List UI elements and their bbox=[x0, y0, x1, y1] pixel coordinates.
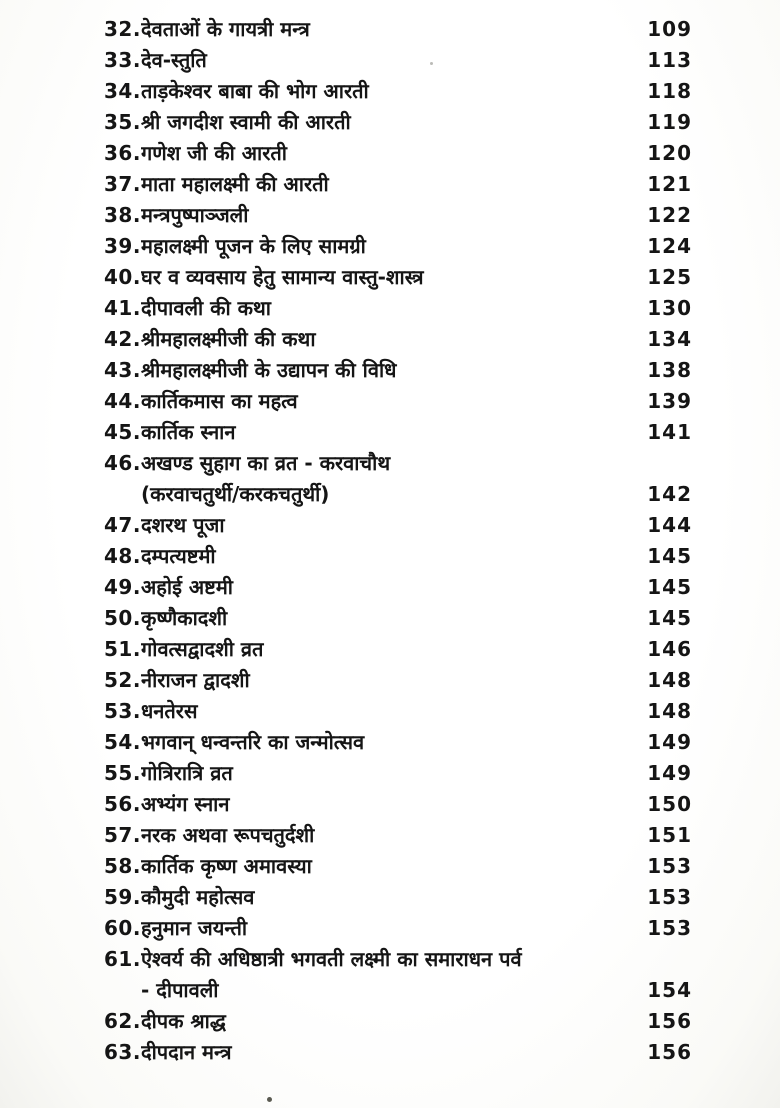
entry-title: अहोई अष्टमी bbox=[141, 575, 233, 599]
entry-title: नीराजन द्वादशी bbox=[141, 668, 250, 692]
toc-entry bbox=[104, 138, 692, 169]
scan-speck bbox=[267, 1097, 272, 1102]
entry-page-number: 138 bbox=[647, 358, 692, 382]
entry-number: 50. bbox=[104, 606, 141, 630]
entry-number: 33. bbox=[104, 48, 141, 72]
entry-title: देवताओं के गायत्री मन्त्र bbox=[141, 17, 310, 41]
entry-page-number: 121 bbox=[647, 172, 692, 196]
entry-page-number: 149 bbox=[647, 730, 692, 754]
entry-title: दीपावली की कथा bbox=[141, 296, 271, 320]
toc-entry bbox=[104, 696, 692, 727]
entry-title: माता महालक्ष्मी की आरती bbox=[141, 172, 329, 196]
entry-title-continuation: - दीपावली bbox=[141, 978, 219, 1002]
entry-number: 46. bbox=[104, 451, 141, 475]
toc-entry bbox=[104, 727, 692, 758]
toc-entry bbox=[104, 944, 692, 975]
entry-title: हनुमान जयन्ती bbox=[141, 916, 248, 940]
entry-page-number: 142 bbox=[647, 482, 692, 506]
entry-page-number: 156 bbox=[647, 1040, 692, 1064]
entry-number: 48. bbox=[104, 544, 141, 568]
toc-entry bbox=[104, 510, 692, 541]
entry-page-number: 130 bbox=[647, 296, 692, 320]
entry-number: 49. bbox=[104, 575, 141, 599]
entry-page-number: 146 bbox=[647, 637, 692, 661]
entry-page-number: 125 bbox=[647, 265, 692, 289]
toc-entry bbox=[104, 572, 692, 603]
toc-entry bbox=[104, 913, 692, 944]
entry-number: 57. bbox=[104, 823, 141, 847]
entry-page-number: 141 bbox=[647, 420, 692, 444]
entry-page-number: 118 bbox=[647, 79, 692, 103]
toc-entry bbox=[104, 541, 692, 572]
entry-page-number: 153 bbox=[647, 916, 692, 940]
toc-entry bbox=[104, 758, 692, 789]
entry-title: गणेश जी की आरती bbox=[141, 141, 287, 165]
toc-entry bbox=[104, 820, 692, 851]
entry-number: 39. bbox=[104, 234, 141, 258]
toc-entry-continuation bbox=[104, 975, 692, 1006]
toc-entry bbox=[104, 200, 692, 231]
entry-title: घर व व्यवसाय हेतु सामान्य वास्तु-शास्त्र bbox=[141, 265, 424, 289]
entry-page-number: 144 bbox=[647, 513, 692, 537]
toc-entry bbox=[104, 665, 692, 696]
toc-entry bbox=[104, 1006, 692, 1037]
entry-number: 53. bbox=[104, 699, 141, 723]
entry-number: 55. bbox=[104, 761, 141, 785]
entry-title: कार्तिक कृष्ण अमावस्या bbox=[141, 854, 312, 878]
toc-entry bbox=[104, 324, 692, 355]
entry-number: 43. bbox=[104, 358, 141, 382]
entry-title: श्रीमहालक्ष्मीजी की कथा bbox=[141, 327, 316, 351]
toc-entry bbox=[104, 789, 692, 820]
toc-entry bbox=[104, 14, 692, 45]
entry-number: 59. bbox=[104, 885, 141, 909]
entry-page-number: 153 bbox=[647, 885, 692, 909]
toc-entry bbox=[104, 417, 692, 448]
entry-number: 63. bbox=[104, 1040, 141, 1064]
entry-page-number: 134 bbox=[647, 327, 692, 351]
entry-title: देव-स्तुति bbox=[141, 48, 207, 72]
entry-number: 51. bbox=[104, 637, 141, 661]
entry-page-number: 148 bbox=[647, 668, 692, 692]
entry-page-number: 109 bbox=[647, 17, 692, 41]
entry-title: श्री जगदीश स्वामी की आरती bbox=[141, 110, 351, 134]
entry-number: 38. bbox=[104, 203, 141, 227]
entry-page-number: 145 bbox=[647, 544, 692, 568]
entry-number: 32. bbox=[104, 17, 141, 41]
entry-number: 52. bbox=[104, 668, 141, 692]
entry-title: दशरथ पूजा bbox=[141, 513, 225, 537]
entry-number: 34. bbox=[104, 79, 141, 103]
entry-title: अखण्ड सुहाग का व्रत - करवाचौथ bbox=[141, 451, 391, 475]
entry-title: कृष्णैकादशी bbox=[141, 606, 228, 630]
entry-title: महालक्ष्मी पूजन के लिए सामग्री bbox=[141, 234, 366, 258]
toc-entry bbox=[104, 851, 692, 882]
toc-entry bbox=[104, 107, 692, 138]
entry-number: 47. bbox=[104, 513, 141, 537]
entry-number: 56. bbox=[104, 792, 141, 816]
toc-entry bbox=[104, 386, 692, 417]
entry-page-number: 150 bbox=[647, 792, 692, 816]
toc-entry bbox=[104, 603, 692, 634]
entry-page-number: 119 bbox=[647, 110, 692, 134]
entry-page-number: 153 bbox=[647, 854, 692, 878]
entry-title: नरक अथवा रूपचतुर्दशी bbox=[141, 823, 315, 847]
entry-page-number: 113 bbox=[647, 48, 692, 72]
entry-number: 36. bbox=[104, 141, 141, 165]
entry-number: 45. bbox=[104, 420, 141, 444]
entry-page-number: 145 bbox=[647, 575, 692, 599]
toc-entry bbox=[104, 76, 692, 107]
entry-title: गोवत्सद्वादशी व्रत bbox=[141, 637, 264, 661]
toc-entry bbox=[104, 293, 692, 324]
entry-number: 44. bbox=[104, 389, 141, 413]
entry-number: 37. bbox=[104, 172, 141, 196]
entry-number: 61. bbox=[104, 947, 141, 971]
entry-title: गोत्रिरात्रि व्रत bbox=[141, 761, 233, 785]
entry-title: दम्पत्यष्टमी bbox=[141, 544, 216, 568]
entry-page-number: 139 bbox=[647, 389, 692, 413]
entry-title: ताड़केश्वर बाबा की भोग आरती bbox=[141, 79, 369, 103]
entry-title: कौमुदी महोत्सव bbox=[141, 885, 255, 909]
entry-title: मन्त्रपुष्पाञ्जली bbox=[141, 203, 249, 227]
entry-title: दीपदान मन्त्र bbox=[141, 1040, 232, 1064]
entry-number: 41. bbox=[104, 296, 141, 320]
entry-page-number: 151 bbox=[647, 823, 692, 847]
entry-page-number: 122 bbox=[647, 203, 692, 227]
entry-title-continuation: (करवाचतुर्थी/करकचतुर्थी) bbox=[141, 482, 330, 506]
toc-entry bbox=[104, 231, 692, 262]
toc-entry bbox=[104, 169, 692, 200]
toc-entry bbox=[104, 355, 692, 386]
entry-title: धनतेरस bbox=[141, 699, 198, 723]
entry-number: 60. bbox=[104, 916, 141, 940]
entry-title: दीपक श्राद्ध bbox=[141, 1009, 226, 1033]
toc-entry bbox=[104, 262, 692, 293]
entry-page-number: 149 bbox=[647, 761, 692, 785]
entry-number: 58. bbox=[104, 854, 141, 878]
toc-list bbox=[104, 14, 692, 1068]
toc-entry bbox=[104, 882, 692, 913]
entry-number: 54. bbox=[104, 730, 141, 754]
entry-page-number: 124 bbox=[647, 234, 692, 258]
entry-number: 40. bbox=[104, 265, 141, 289]
entry-page-number: 156 bbox=[647, 1009, 692, 1033]
toc-entry-continuation bbox=[104, 479, 692, 510]
toc-entry bbox=[104, 634, 692, 665]
entry-number: 35. bbox=[104, 110, 141, 134]
entry-page-number: 120 bbox=[647, 141, 692, 165]
entry-number: 42. bbox=[104, 327, 141, 351]
entry-page-number: 154 bbox=[647, 978, 692, 1002]
entry-title: श्रीमहालक्ष्मीजी के उद्यापन की विधि bbox=[141, 358, 397, 382]
entry-title: अभ्यंग स्नान bbox=[141, 792, 230, 816]
toc-entry bbox=[104, 45, 692, 76]
scan-speck bbox=[430, 62, 433, 65]
toc-entry bbox=[104, 448, 692, 479]
entry-number: 62. bbox=[104, 1009, 141, 1033]
entry-title: ऐश्वर्य की अधिष्ठात्री भगवती लक्ष्मी का समाराधन पर्व bbox=[141, 947, 522, 971]
entry-title: भगवान् धन्वन्तरि का जन्मोत्सव bbox=[141, 730, 365, 754]
entry-title: कार्तिक स्नान bbox=[141, 420, 236, 444]
entry-page-number: 145 bbox=[647, 606, 692, 630]
entry-page-number: 148 bbox=[647, 699, 692, 723]
toc-entry bbox=[104, 1037, 692, 1068]
entry-title: कार्तिकमास का महत्व bbox=[141, 389, 298, 413]
